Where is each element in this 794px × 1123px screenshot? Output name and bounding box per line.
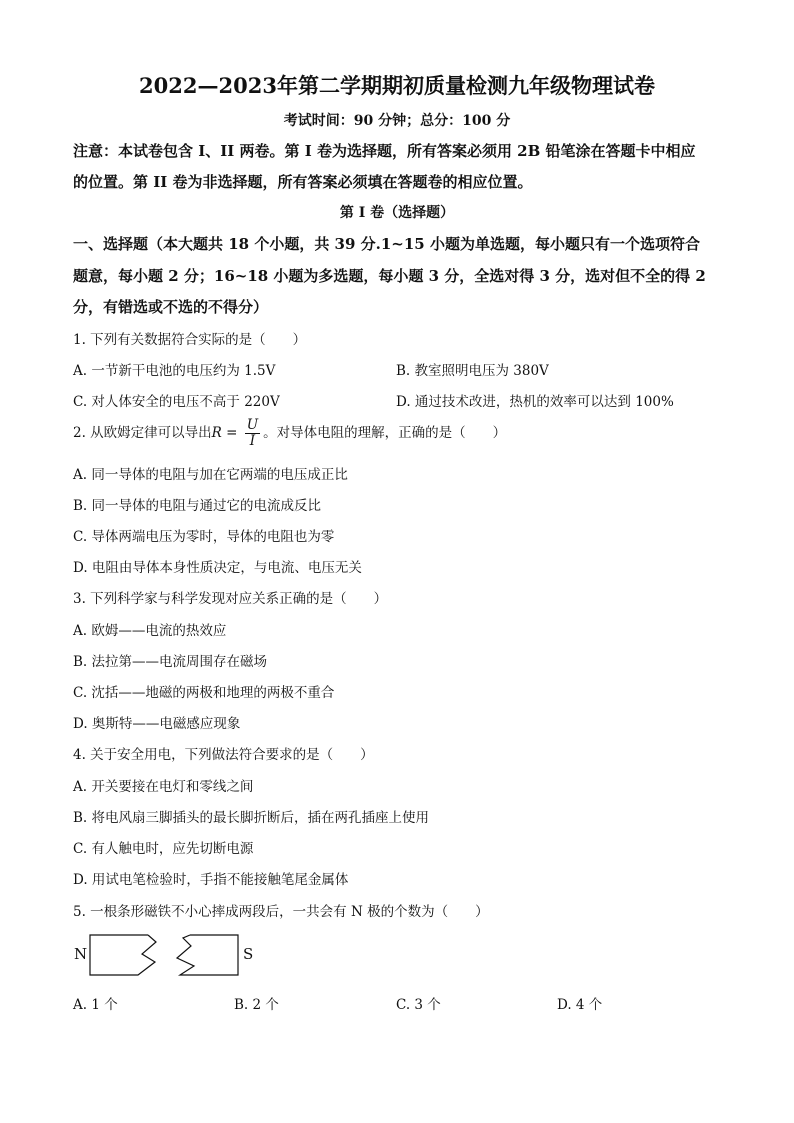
question-2-option-c: C. 导体两端电压为零时，导体的电阻也为零 [73,529,335,545]
question-1-stem: 1. 下列有关数据符合实际的是（ ） [73,332,307,348]
question-3-stem: 3. 下列科学家与科学发现对应关系正确的是（ ） [73,591,388,607]
formula-numerator: U [246,417,259,433]
question-4-option-c: C. 有人触电时，应先切断电源 [73,841,254,857]
notice-line-1: 注意：本试卷包含 I、II 两卷。第 I 卷为选择题，所有答案必须用 2B 铅笔涂在答题卡中相应 [73,142,696,160]
question-4-option-a: A. 开关要接在电灯和零线之间 [73,779,254,795]
section-title: 第 I 卷（选择题） [339,205,455,221]
question-3-option-b: B. 法拉第——电流周围存在磁场 [73,654,268,670]
question-2-option-b: B. 同一导体的电阻与通过它的电流成反比 [73,498,322,514]
section-intro-line-2: 题意，每小题 2 分；16~18 小题为多选题，每小题 3 分，全选对得 3 分，选对但不全的得 2 [73,267,706,285]
question-5-option-d: D. 4 个 [557,997,603,1013]
section-intro-line-3: 分，有错选或不选的不得分） [73,298,269,316]
question-3-option-d: D. 奥斯特——电磁感应现象 [73,716,241,732]
magnet-label-n: N [74,945,88,963]
question-1-option-a: A. 一节新干电池的电压约为 1.5V [73,363,276,379]
formula-equals: = [221,425,242,441]
question-5-stem: 5. 一根条形磁铁不小心摔成两段后，一共会有 N 极的个数为（ ） [73,904,489,920]
exam-info: 考试时间：90 分钟；总分：100 分 [283,113,511,129]
question-2-stem-pre: 2. 从欧姆定律可以导出 [73,425,212,441]
broken-magnet-figure [70,930,270,980]
question-4-option-d: D. 用试电笔检验时，手指不能接触笔尾金属体 [73,872,349,888]
question-2-stem [73,418,506,449]
formula-denominator: I [249,433,256,449]
page-title: 2022—2023年第二学期期初质量检测九年级物理试卷 [139,73,655,98]
question-5-option-b: B. 2 个 [234,997,279,1013]
formula-r: R [211,425,222,441]
question-5-option-c: C. 3 个 [396,997,441,1013]
magnet-left-piece [90,935,156,975]
question-1-option-b: B. 教室照明电压为 380V [396,363,549,379]
question-2-option-a: A. 同一导体的电阻与加在它两端的电压成正比 [73,467,348,483]
formula-fraction [245,418,260,449]
magnet-pieces-drawing [70,930,270,980]
question-2-option-d: D. 电阻由导体本身性质决定，与电流、电压无关 [73,560,362,576]
question-2-stem-post: 。对导体电阻的理解，正确的是（ ） [263,425,507,441]
question-1-option-c: C. 对人体安全的电压不高于 220V [73,394,280,410]
question-4-option-b: B. 将电风扇三脚插头的最长脚折断后，插在两孔插座上使用 [73,810,430,826]
question-4-stem: 4. 关于安全用电，下列做法符合要求的是（ ） [73,747,374,763]
section-intro-line-1: 一、选择题（本大题共 18 个小题，共 39 分.1~15 小题为单选题，每小题只有一个选项符合 [73,235,700,253]
magnet-right-piece [177,935,238,975]
question-5-option-a: A. 1 个 [73,997,118,1013]
question-3-option-a: A. 欧姆——电流的热效应 [73,623,227,639]
question-1-option-d: D. 通过技术改进，热机的效率可以达到 100% [396,394,674,410]
notice-line-2: 的位置。第 II 卷为非选择题，所有答案必须填在答题卷的相应位置。 [73,173,533,191]
magnet-label-s: S [243,945,254,963]
question-3-option-c: C. 沈括——地磁的两极和地理的两极不重合 [73,685,335,701]
